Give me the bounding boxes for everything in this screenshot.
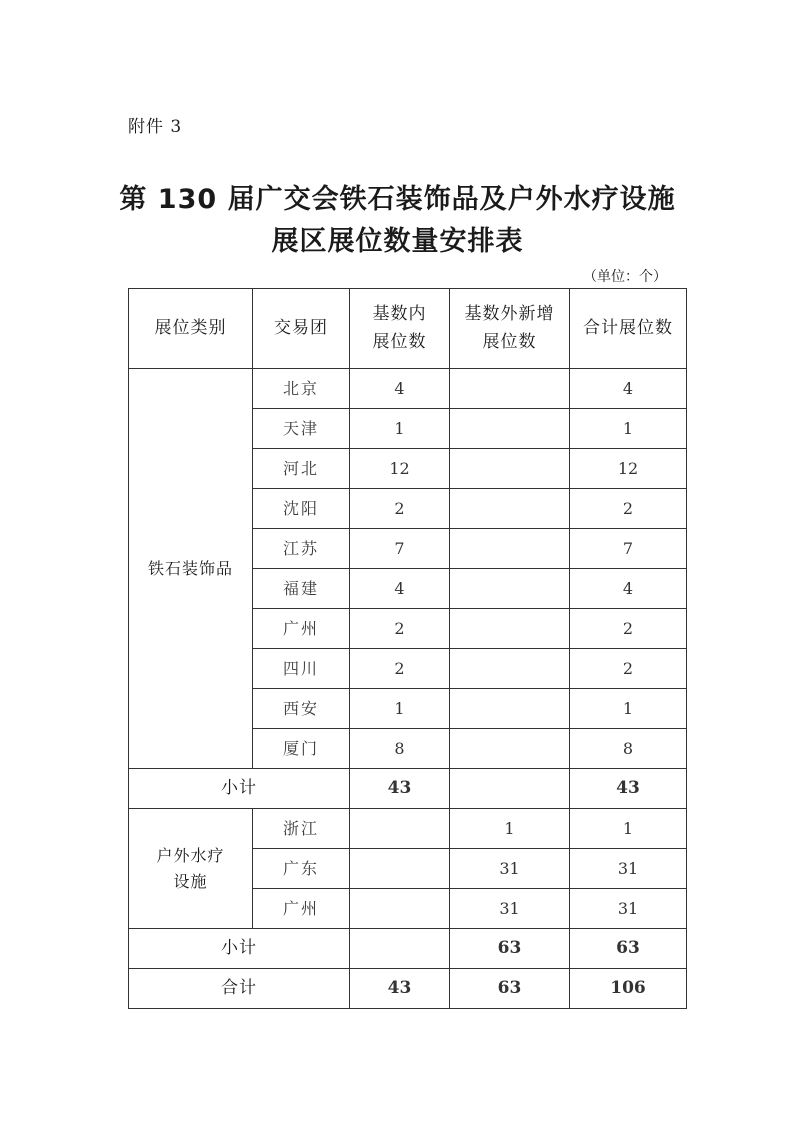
subtotal-base: 43 — [350, 769, 450, 809]
group-cell: 河北 — [253, 449, 350, 489]
group-cell: 天津 — [253, 409, 350, 449]
group-cell: 厦门 — [253, 729, 350, 769]
annex-label: 附件 3 — [128, 117, 183, 137]
subtotal-total: 43 — [570, 769, 687, 809]
base-cell: 8 — [350, 729, 450, 769]
table-row — [129, 809, 687, 849]
base-cell — [350, 849, 450, 889]
category-iron-stone: 铁石装饰品 — [129, 369, 253, 769]
subtotal-row — [129, 929, 687, 969]
grand-total-extra: 63 — [450, 969, 570, 1009]
extra-cell — [450, 529, 570, 569]
base-cell — [350, 809, 450, 849]
base-cell: 2 — [350, 649, 450, 689]
category-outdoor-spa-line1: 户外水疗 — [156, 845, 225, 865]
base-cell: 2 — [350, 489, 450, 529]
subtotal-extra — [450, 769, 570, 809]
extra-cell — [450, 729, 570, 769]
header-extra-line1: 基数外新增 — [464, 304, 555, 325]
group-cell: 广州 — [253, 609, 350, 649]
document-title-line2: 展区展位数量安排表 — [271, 226, 524, 257]
extra-cell — [450, 649, 570, 689]
base-cell: 2 — [350, 609, 450, 649]
extra-cell — [450, 409, 570, 449]
table-header-row — [129, 289, 687, 369]
table-row — [129, 369, 687, 409]
extra-cell — [450, 369, 570, 409]
group-cell: 江苏 — [253, 529, 350, 569]
header-extra-line2: 展位数 — [482, 331, 537, 352]
category-outdoor-spa — [129, 809, 253, 929]
header-extra-booths — [450, 289, 570, 369]
base-cell: 1 — [350, 689, 450, 729]
header-category: 展位类别 — [129, 289, 253, 369]
booth-allocation-table — [128, 288, 687, 1009]
base-cell: 4 — [350, 369, 450, 409]
subtotal-extra: 63 — [450, 929, 570, 969]
total-cell: 2 — [570, 489, 687, 529]
base-cell — [350, 889, 450, 929]
extra-cell — [450, 449, 570, 489]
grand-total-label: 合计 — [129, 969, 350, 1009]
subtotal-row — [129, 769, 687, 809]
extra-cell: 31 — [450, 889, 570, 929]
extra-cell — [450, 609, 570, 649]
extra-cell — [450, 489, 570, 529]
total-cell: 31 — [570, 889, 687, 929]
extra-cell: 31 — [450, 849, 570, 889]
grand-total-base: 43 — [350, 969, 450, 1009]
subtotal-label: 小计 — [129, 769, 350, 809]
grand-total-row — [129, 969, 687, 1009]
total-cell: 2 — [570, 649, 687, 689]
group-cell: 西安 — [253, 689, 350, 729]
document-title-line1: 第 130 届广交会铁石装饰品及户外水疗设施 — [119, 184, 676, 215]
subtotal-label: 小计 — [129, 929, 350, 969]
total-cell: 2 — [570, 609, 687, 649]
extra-cell — [450, 569, 570, 609]
total-cell: 7 — [570, 529, 687, 569]
header-base-booths — [350, 289, 450, 369]
header-base-line2: 展位数 — [372, 331, 427, 352]
total-cell: 8 — [570, 729, 687, 769]
group-cell: 沈阳 — [253, 489, 350, 529]
group-cell: 福建 — [253, 569, 350, 609]
header-base-line1: 基数内 — [372, 304, 427, 325]
base-cell: 12 — [350, 449, 450, 489]
extra-cell — [450, 689, 570, 729]
group-cell: 四川 — [253, 649, 350, 689]
total-cell: 1 — [570, 409, 687, 449]
total-cell: 1 — [570, 809, 687, 849]
subtotal-base — [350, 929, 450, 969]
total-cell: 4 — [570, 369, 687, 409]
total-cell: 12 — [570, 449, 687, 489]
grand-total-total: 106 — [570, 969, 687, 1009]
subtotal-total: 63 — [570, 929, 687, 969]
header-group: 交易团 — [253, 289, 350, 369]
group-cell: 广东 — [253, 849, 350, 889]
base-cell: 4 — [350, 569, 450, 609]
total-cell: 4 — [570, 569, 687, 609]
base-cell: 7 — [350, 529, 450, 569]
base-cell: 1 — [350, 409, 450, 449]
total-cell: 1 — [570, 689, 687, 729]
group-cell: 北京 — [253, 369, 350, 409]
header-total-booths: 合计展位数 — [570, 289, 687, 369]
group-cell: 浙江 — [253, 809, 350, 849]
unit-note: （单位：个） — [583, 269, 667, 285]
group-cell: 广州 — [253, 889, 350, 929]
total-cell: 31 — [570, 849, 687, 889]
category-outdoor-spa-line2: 设施 — [173, 871, 208, 891]
extra-cell: 1 — [450, 809, 570, 849]
